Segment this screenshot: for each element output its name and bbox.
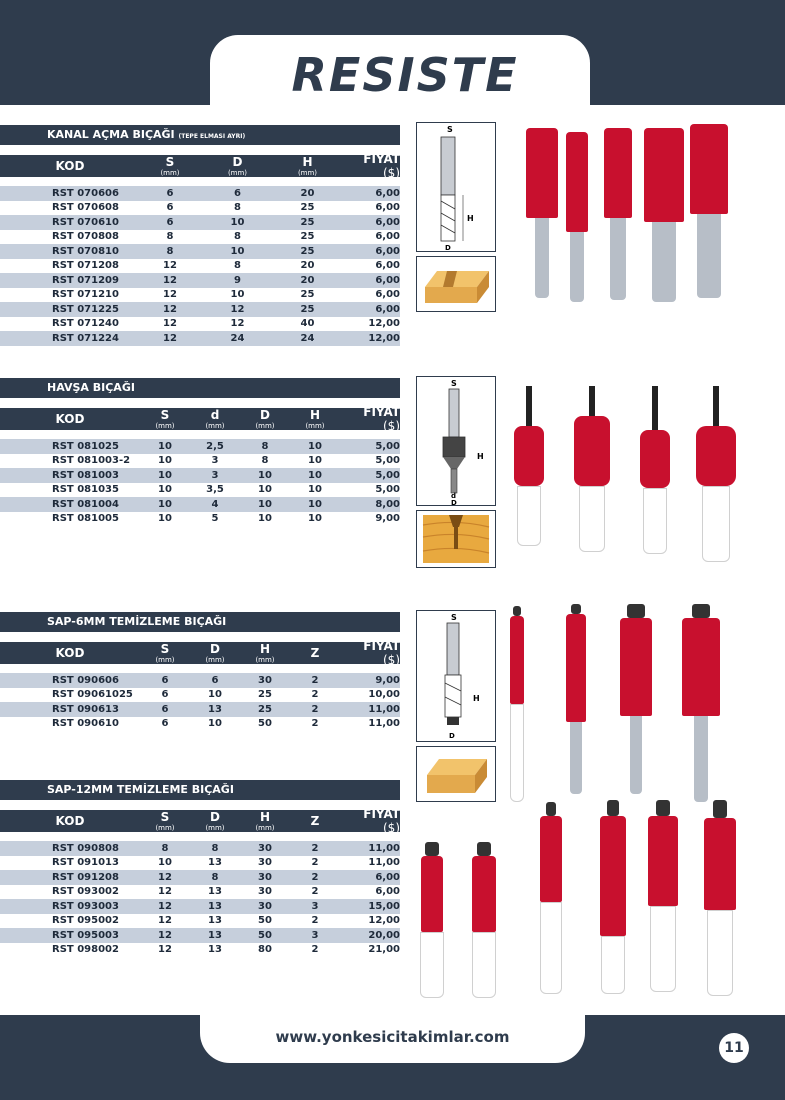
spec-cell: 6 <box>161 718 169 730</box>
price-cell: 6,00 <box>375 187 400 199</box>
product-code: RST 081003-2 <box>52 455 131 467</box>
spec-cell: 13 <box>208 929 222 941</box>
spec-cell: 12 <box>158 900 172 912</box>
spec-cell: 25 <box>258 689 272 701</box>
product-image-havsa-3 <box>640 386 670 554</box>
product-image-kanal-5 <box>690 124 728 298</box>
table-row <box>0 899 400 914</box>
spec-cell: 30 <box>258 842 272 854</box>
spec-cell: 2 <box>311 674 319 686</box>
svg-text:S: S <box>451 379 457 388</box>
product-code: RST 09061025 <box>52 689 133 701</box>
spec-cell: 5 <box>211 513 219 525</box>
spec-cell: 10 <box>158 484 172 496</box>
product-image-kanal-3 <box>604 128 632 300</box>
spec-cell: 10 <box>258 513 272 525</box>
wood-edge-image <box>416 746 496 802</box>
product-code: RST 095003 <box>52 929 119 941</box>
spec-cell: 2 <box>311 842 319 854</box>
spec-cell: 3 <box>311 900 319 912</box>
price-cell: 11,00 <box>368 857 400 869</box>
spec-cell: 2 <box>311 871 319 883</box>
product-code: RST 070610 <box>52 216 119 228</box>
section-havsa <box>0 378 400 526</box>
product-image-sap6-3 <box>620 604 652 794</box>
spec-cell: 2,5 <box>206 440 224 452</box>
product-code: RST 071240 <box>52 318 119 330</box>
product-image-sap12-1 <box>420 842 444 998</box>
spec-cell: 25 <box>300 216 315 228</box>
spec-cell: 13 <box>208 915 222 927</box>
product-image-havsa-4 <box>696 386 736 562</box>
spec-cell: 80 <box>258 944 272 956</box>
table-row <box>0 201 400 216</box>
spec-cell: 13 <box>208 703 222 715</box>
price-cell: 6,00 <box>375 216 400 228</box>
spec-cell: 10 <box>208 718 222 730</box>
product-image-sap12-3 <box>540 802 562 994</box>
price-cell: 12,00 <box>368 318 400 330</box>
table-row <box>0 230 400 245</box>
price-cell: 9,00 <box>375 674 400 686</box>
product-code: RST 093003 <box>52 900 119 912</box>
spec-cell: 30 <box>258 886 272 898</box>
table-row <box>0 870 400 885</box>
table-row <box>0 288 400 303</box>
spec-cell: 30 <box>258 871 272 883</box>
svg-text:D: D <box>451 499 457 505</box>
svg-text:H: H <box>473 694 480 703</box>
product-code: RST 090613 <box>52 703 119 715</box>
spec-cell: 12 <box>163 260 177 272</box>
wood-groove-image <box>416 256 496 312</box>
spec-cell: 10 <box>230 216 245 228</box>
table-row <box>0 512 400 527</box>
spec-cell: 6 <box>166 216 174 228</box>
product-code: RST 081035 <box>52 484 119 496</box>
spec-cell: 50 <box>258 929 272 941</box>
spec-cell: 10 <box>308 484 322 496</box>
table-row <box>0 215 400 230</box>
spec-cell: 12 <box>163 289 177 301</box>
spec-cell: 10 <box>230 245 245 257</box>
product-image-havsa-2 <box>574 386 610 552</box>
spec-cell: 10 <box>258 469 272 481</box>
price-cell: 10,00 <box>368 689 400 701</box>
section-title: SAP-6MM TEMİZLEME BIÇAĞI <box>0 612 400 632</box>
product-code: RST 071224 <box>52 332 119 344</box>
spec-cell: 20 <box>300 260 315 272</box>
spec-cell: 8 <box>261 455 269 467</box>
spec-cell: 10 <box>308 498 322 510</box>
spec-cell: 8 <box>234 231 241 243</box>
table-row <box>0 439 400 454</box>
product-code: RST 095002 <box>52 915 119 927</box>
spec-cell: 10 <box>208 689 222 701</box>
spec-cell: 10 <box>258 484 272 496</box>
spec-cell: 8 <box>161 842 169 854</box>
table-row <box>0 331 400 346</box>
spec-cell: 3 <box>211 455 219 467</box>
product-code: RST 081005 <box>52 513 119 525</box>
table-row <box>0 186 400 201</box>
diagram-sap6 <box>416 610 496 742</box>
product-code: RST 090610 <box>52 718 119 730</box>
spec-cell: 25 <box>258 703 272 715</box>
spec-cell: 12 <box>163 318 177 330</box>
product-code: RST 071210 <box>52 289 119 301</box>
price-cell: 5,00 <box>375 440 400 452</box>
price-cell: 15,00 <box>368 900 400 912</box>
spec-cell: 13 <box>208 886 222 898</box>
spec-cell: 12 <box>158 871 172 883</box>
price-cell: 6,00 <box>375 231 400 243</box>
label-h: H <box>467 214 474 223</box>
spec-cell: 6 <box>166 187 174 199</box>
spec-cell: 30 <box>258 857 272 869</box>
page-number: 11 <box>719 1033 749 1063</box>
table-row <box>0 717 400 732</box>
price-cell: 9,00 <box>375 513 400 525</box>
product-code: RST 091208 <box>52 871 119 883</box>
spec-cell: 24 <box>230 332 245 344</box>
spec-cell: 12 <box>158 929 172 941</box>
table-row <box>0 885 400 900</box>
spec-cell: 25 <box>300 245 315 257</box>
spec-cell: 10 <box>308 440 322 452</box>
price-cell: 20,00 <box>368 929 400 941</box>
spec-cell: 2 <box>311 703 319 715</box>
table-body <box>0 439 400 526</box>
product-image-sap6-2 <box>566 604 586 794</box>
spec-cell: 13 <box>208 944 222 956</box>
table-body <box>0 186 400 346</box>
spec-cell: 13 <box>208 857 222 869</box>
spec-cell: 25 <box>300 202 315 214</box>
spec-cell: 12 <box>163 303 177 315</box>
spec-cell: 2 <box>311 718 319 730</box>
table-row <box>0 497 400 512</box>
product-code: RST 071208 <box>52 260 119 272</box>
spec-cell: 12 <box>230 303 245 315</box>
spec-cell: 13 <box>208 900 222 912</box>
spec-cell: 10 <box>308 455 322 467</box>
brand-logo: RESISTE <box>291 48 519 102</box>
product-code: RST 071225 <box>52 303 119 315</box>
section-sap6 <box>0 612 400 731</box>
product-code: RST 098002 <box>52 944 119 956</box>
product-code: RST 070608 <box>52 202 119 214</box>
spec-cell: 50 <box>258 718 272 730</box>
price-cell: 11,00 <box>368 703 400 715</box>
product-code: RST 081004 <box>52 498 119 510</box>
spec-cell: 6 <box>166 202 174 214</box>
spec-cell: 12 <box>158 944 172 956</box>
price-cell: 6,00 <box>375 871 400 883</box>
spec-cell: 10 <box>158 469 172 481</box>
product-code: RST 090606 <box>52 674 119 686</box>
svg-text:H: H <box>477 452 484 461</box>
spec-cell: 2 <box>311 689 319 701</box>
product-image-kanal-2 <box>566 132 588 302</box>
spec-cell: 8 <box>261 440 269 452</box>
diagram-havsa <box>416 376 496 506</box>
product-code: RST 081025 <box>52 440 119 452</box>
section-sap12 <box>0 780 400 957</box>
product-code: RST 091013 <box>52 857 119 869</box>
price-cell: 5,00 <box>375 484 400 496</box>
product-image-kanal-4 <box>644 128 684 302</box>
section-kanal <box>0 125 400 346</box>
product-image-sap12-4 <box>600 800 626 994</box>
price-cell: 6,00 <box>375 245 400 257</box>
wood-countersink-image <box>416 510 496 568</box>
spec-cell: 10 <box>258 498 272 510</box>
spec-cell: 6 <box>161 689 169 701</box>
spec-cell: 20 <box>300 187 315 199</box>
product-image-sap6-4 <box>682 604 720 802</box>
spec-cell: 12 <box>163 274 177 286</box>
table-row <box>0 914 400 929</box>
spec-cell: 8 <box>166 231 174 243</box>
product-image-havsa-1 <box>514 386 544 546</box>
diagram-kanal <box>416 122 496 252</box>
spec-cell: 6 <box>234 187 241 199</box>
price-cell: 11,00 <box>368 718 400 730</box>
spec-cell: 25 <box>300 303 315 315</box>
price-cell: 12,00 <box>368 332 400 344</box>
spec-cell: 8 <box>166 245 174 257</box>
spec-cell: 30 <box>258 900 272 912</box>
price-cell: 12,00 <box>368 915 400 927</box>
table-header: KOD S (mm) D (mm) H (mm) Z FİYAT ($) <box>0 810 400 832</box>
price-cell: 5,00 <box>375 469 400 481</box>
product-image-sap12-5 <box>648 800 678 992</box>
label-s: S <box>447 125 453 134</box>
spec-cell: 10 <box>230 289 245 301</box>
spec-cell: 6 <box>161 674 169 686</box>
price-cell: 11,00 <box>368 842 400 854</box>
spec-cell: 10 <box>158 455 172 467</box>
table-row <box>0 856 400 871</box>
product-image-kanal-1 <box>526 128 558 298</box>
spec-cell: 3 <box>211 469 219 481</box>
price-cell: 6,00 <box>375 202 400 214</box>
spec-cell: 12 <box>158 886 172 898</box>
spec-cell: 2 <box>311 857 319 869</box>
spec-cell: 10 <box>158 857 172 869</box>
spec-cell: 3,5 <box>206 484 224 496</box>
product-code: RST 070808 <box>52 231 119 243</box>
price-cell: 6,00 <box>375 274 400 286</box>
table-row <box>0 841 400 856</box>
spec-cell: 2 <box>311 944 319 956</box>
product-code: RST 093002 <box>52 886 119 898</box>
spec-cell: 30 <box>258 674 272 686</box>
spec-cell: 20 <box>300 274 315 286</box>
table-row <box>0 483 400 498</box>
product-code: RST 070606 <box>52 187 119 199</box>
svg-text:D: D <box>449 732 455 740</box>
spec-cell: 6 <box>211 674 219 686</box>
price-cell: 6,00 <box>375 886 400 898</box>
spec-cell: 24 <box>300 332 315 344</box>
table-row <box>0 943 400 958</box>
spec-cell: 2 <box>311 915 319 927</box>
price-cell: 21,00 <box>368 944 400 956</box>
table-row <box>0 259 400 274</box>
spec-cell: 25 <box>300 231 315 243</box>
section-title: HAVŞA BIÇAĞI <box>0 378 400 398</box>
spec-cell: 8 <box>234 202 241 214</box>
spec-cell: 12 <box>230 318 245 330</box>
spec-cell: 3 <box>311 929 319 941</box>
spec-cell: 10 <box>308 469 322 481</box>
price-cell: 6,00 <box>375 260 400 272</box>
spec-cell: 6 <box>161 703 169 715</box>
table-body <box>0 841 400 957</box>
spec-cell: 10 <box>308 513 322 525</box>
table-row <box>0 702 400 717</box>
table-row <box>0 928 400 943</box>
product-code: RST 071209 <box>52 274 119 286</box>
product-image-sap12-6 <box>704 800 736 996</box>
table-header: KOD S (mm) d (mm) D (mm) H (mm) FİYAT ($) <box>0 408 400 430</box>
price-cell: 6,00 <box>375 289 400 301</box>
product-image-sap12-2 <box>472 842 496 998</box>
svg-text:S: S <box>451 613 457 622</box>
table-row <box>0 302 400 317</box>
table-header: KOD S (mm) D (mm) H (mm) FİYAT ($) <box>0 155 400 177</box>
table-row <box>0 468 400 483</box>
svg-text:d: d <box>451 492 457 500</box>
spec-cell: 8 <box>211 871 219 883</box>
product-code: RST 090808 <box>52 842 119 854</box>
section-title: SAP-12MM TEMİZLEME BIÇAĞI <box>0 780 400 800</box>
spec-cell: 12 <box>158 915 172 927</box>
spec-cell: 50 <box>258 915 272 927</box>
spec-cell: 10 <box>158 498 172 510</box>
spec-cell: 8 <box>211 842 219 854</box>
spec-cell: 4 <box>211 498 219 510</box>
table-header: KOD S (mm) D (mm) H (mm) Z FİYAT ($) <box>0 642 400 664</box>
product-code: RST 081003 <box>52 469 119 481</box>
spec-cell: 40 <box>300 318 315 330</box>
table-row <box>0 688 400 703</box>
product-image-sap6-1 <box>510 606 524 802</box>
table-row <box>0 273 400 288</box>
product-code: RST 070810 <box>52 245 119 257</box>
table-row <box>0 244 400 259</box>
spec-cell: 12 <box>163 332 177 344</box>
price-cell: 8,00 <box>375 498 400 510</box>
table-row <box>0 673 400 688</box>
spec-cell: 2 <box>311 886 319 898</box>
spec-cell: 25 <box>300 289 315 301</box>
website-link[interactable]: www.yonkesicitakimlar.com <box>275 1028 510 1046</box>
table-body <box>0 673 400 731</box>
spec-cell: 10 <box>158 513 172 525</box>
label-d: D <box>445 244 451 251</box>
table-row <box>0 317 400 332</box>
section-title: KANAL AÇMA BIÇAĞI (TEPE ELMASI AYRI) <box>0 125 400 145</box>
spec-cell: 10 <box>158 440 172 452</box>
price-cell: 5,00 <box>375 455 400 467</box>
table-row <box>0 454 400 469</box>
price-cell: 6,00 <box>375 303 400 315</box>
spec-cell: 9 <box>234 274 241 286</box>
spec-cell: 8 <box>234 260 241 272</box>
